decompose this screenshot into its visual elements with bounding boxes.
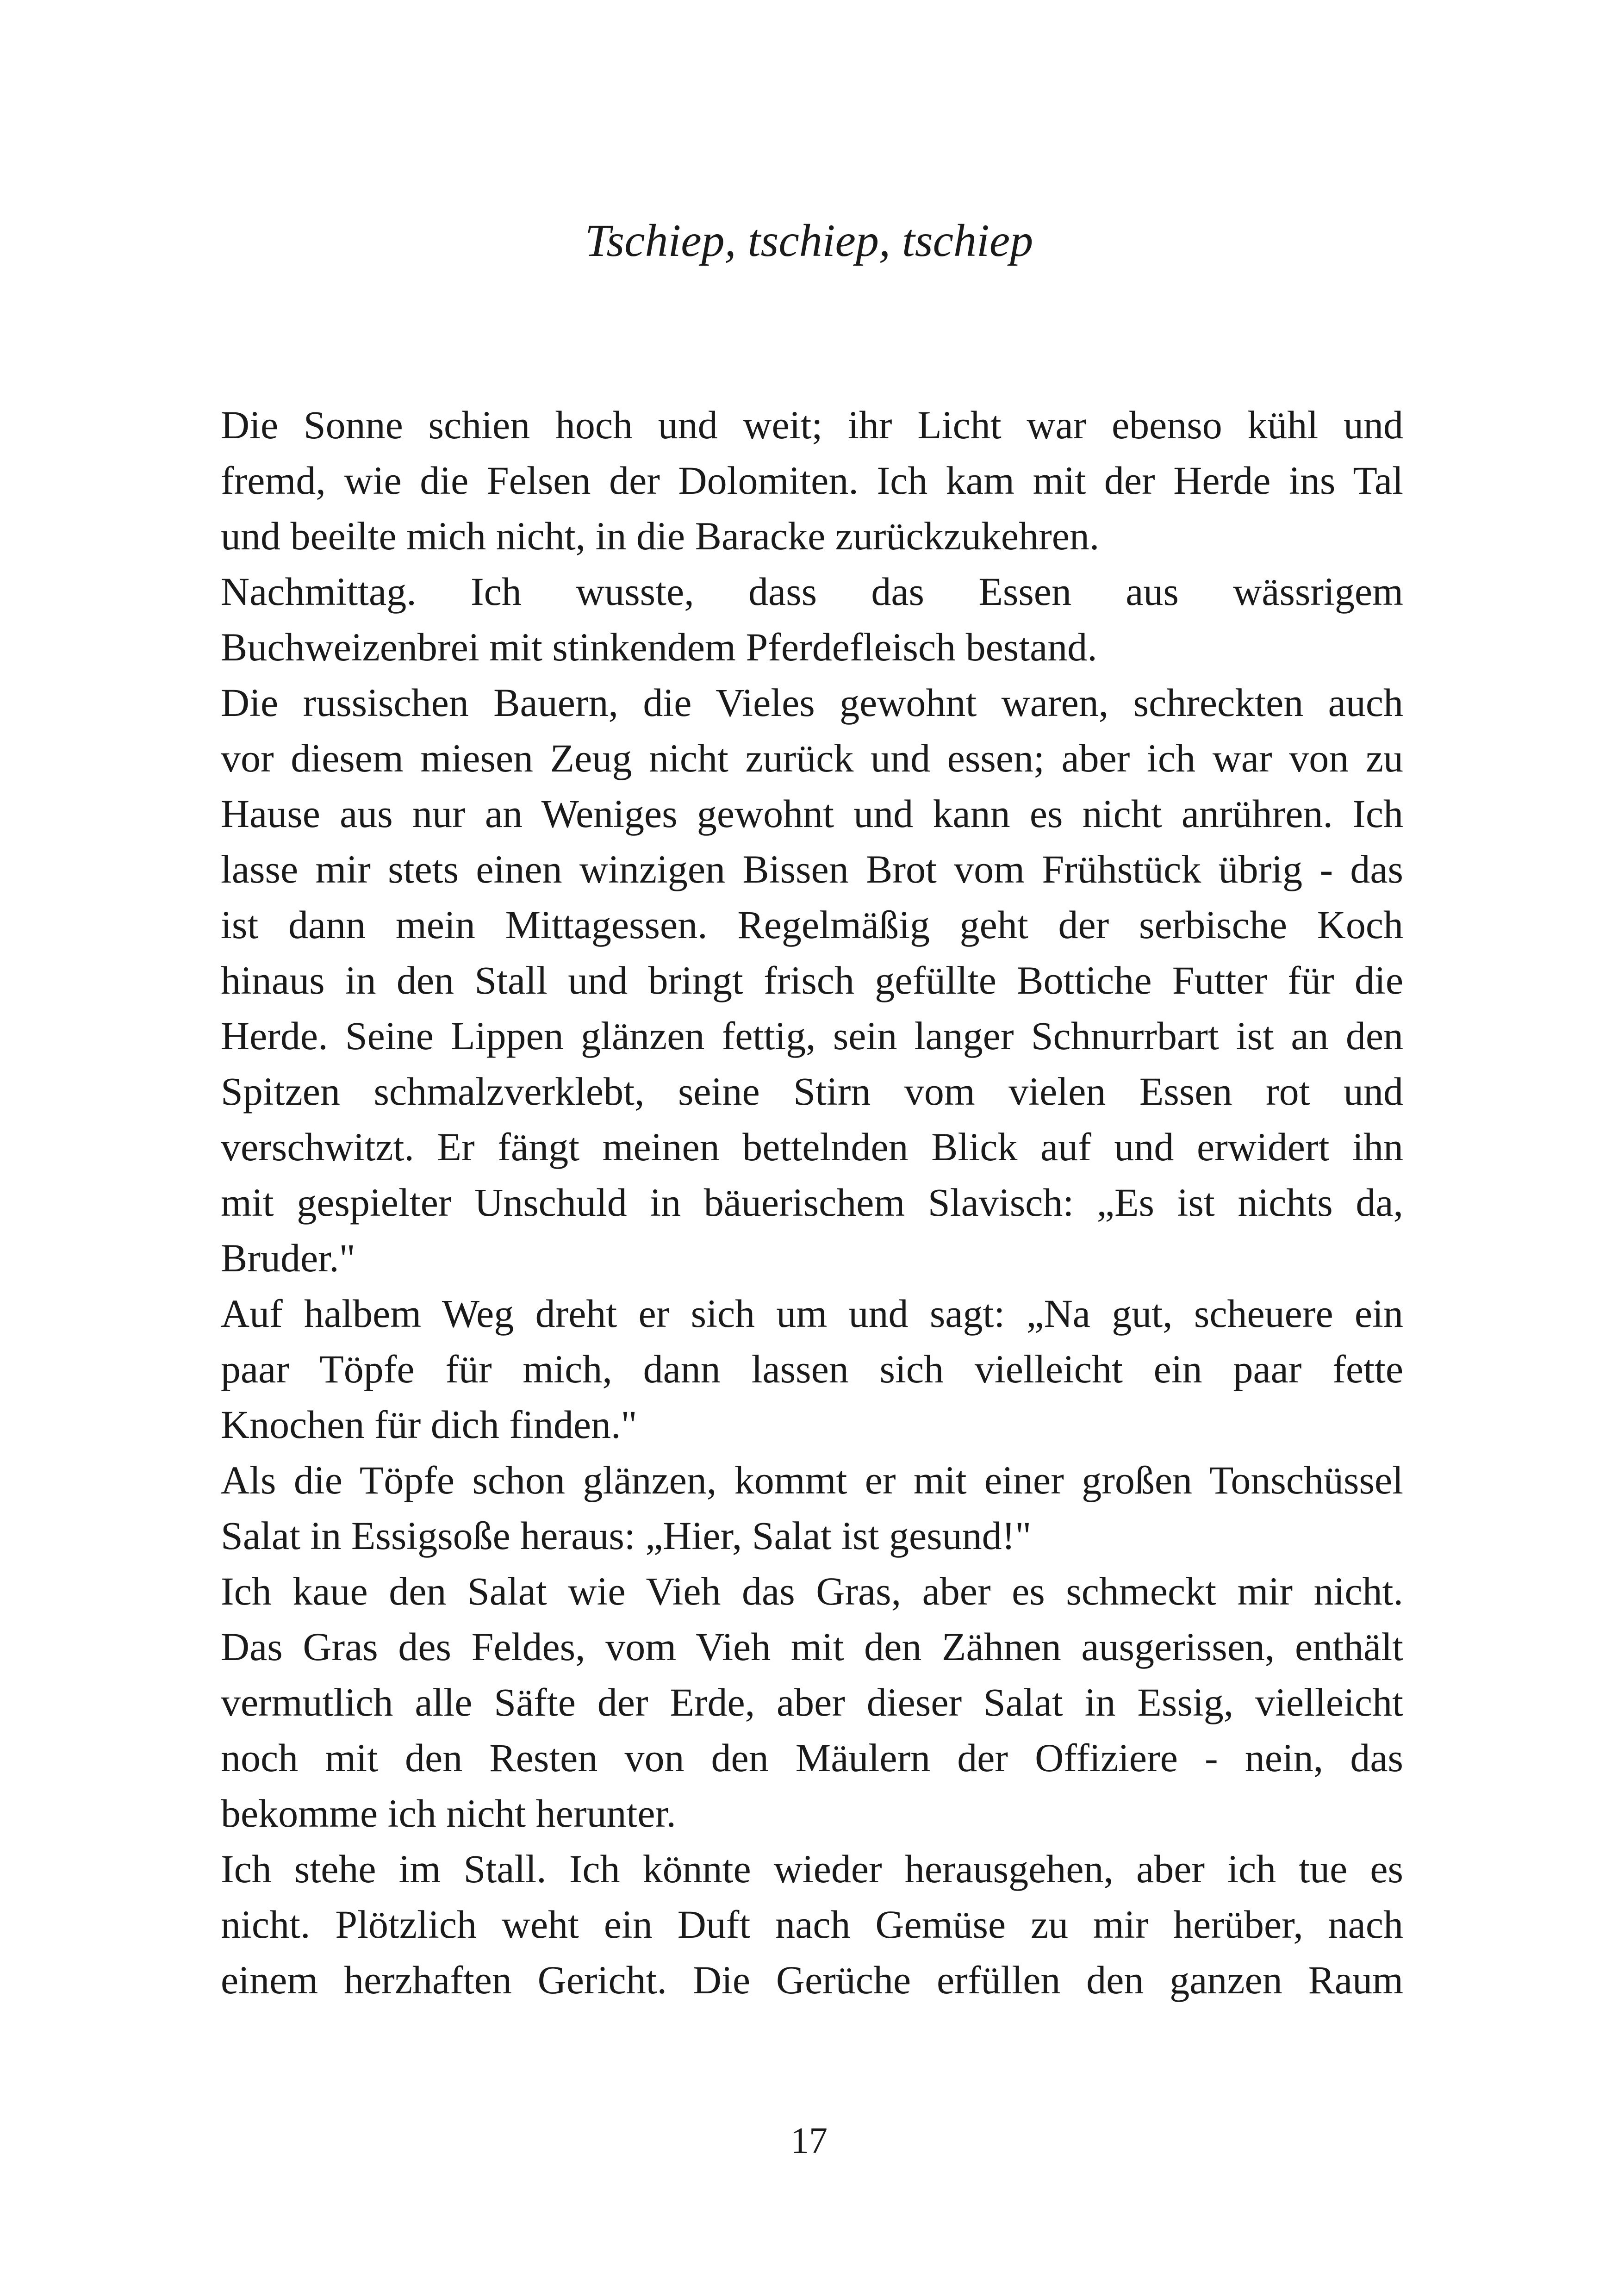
- paragraph: [221, 1563, 1403, 1841]
- text-line: hinaus in den Stall und bringt frisch gefüllte Bottiche Futter für die: [221, 958, 1403, 1002]
- text-line: Das Gras des Feldes, vom Vieh mit den Zähnen ausgerissen, enthält: [221, 1624, 1403, 1669]
- text-line: Knochen für dich finden.": [221, 1402, 637, 1447]
- text-line: mit gespielter Unschuld in bäuerischem Slavisch: „Es ist nichts da,: [221, 1180, 1403, 1225]
- text-line: einem herzhaften Gericht. Die Gerüche erfüllen den ganzen Raum: [221, 1958, 1403, 2002]
- text-line: Ich stehe im Stall. Ich könnte wieder herausgehen, aber ich tue es: [221, 1847, 1403, 1891]
- text-line: Buchweizenbrei mit stinkendem Pferdefleisch bestand.: [221, 625, 1097, 669]
- text-line: bekomme ich nicht herunter.: [221, 1791, 676, 1836]
- paragraph: [221, 1841, 1403, 2008]
- paragraph: [221, 397, 1403, 564]
- text-line: verschwitzt. Er fängt meinen bettelnden Blick auf und erwidert ihn: [221, 1125, 1403, 1169]
- text-line: Hause aus nur an Weniges gewohnt und kann es nicht anrühren. Ich: [221, 791, 1403, 836]
- text-line: lasse mir stets einen winzigen Bissen Brot vom Frühstück übrig - das: [221, 847, 1403, 891]
- paragraph: [221, 1452, 1403, 1563]
- text-line: Herde. Seine Lippen glänzen fettig, sein langer Schnurrbart ist an den: [221, 1014, 1403, 1058]
- paragraph: [221, 564, 1403, 675]
- chapter-title: Tschiep, tschiep, tschiep: [585, 215, 1033, 266]
- text-line: vermutlich alle Säfte der Erde, aber dieser Salat in Essig, vielleicht: [221, 1680, 1403, 1724]
- text-line: nicht. Plötzlich weht ein Duft nach Gemüse zu mir herüber, nach: [221, 1902, 1403, 1947]
- text-line: Bruder.": [221, 1236, 355, 1280]
- page-number: 17: [790, 2121, 828, 2161]
- paragraph: [221, 675, 1403, 1286]
- text-line: vor diesem miesen Zeug nicht zurück und essen; aber ich war von zu: [221, 736, 1403, 780]
- text-line: Die Sonne schien hoch und weit; ihr Licht war ebenso kühl und: [221, 403, 1403, 447]
- text-line: Auf halbem Weg dreht er sich um und sagt: „Na gut, scheuere ein: [221, 1291, 1403, 1336]
- text-line: Als die Töpfe schon glänzen, kommt er mit einer großen Tonschüssel: [221, 1458, 1403, 1502]
- text-line: und beeilte mich nicht, in die Baracke zurückzukehren.: [221, 514, 1100, 558]
- text-line: noch mit den Resten von den Mäulern der Offiziere - nein, das: [221, 1736, 1403, 1780]
- text-line: Nachmittag. Ich wusste, dass das Essen aus wässrigem: [221, 569, 1403, 614]
- text-line: paar Töpfe für mich, dann lassen sich vielleicht ein paar fette: [221, 1347, 1403, 1391]
- text-line: Ich kaue den Salat wie Vieh das Gras, aber es schmeckt mir nicht.: [221, 1569, 1403, 1613]
- text-line: Salat in Essigsoße heraus: „Hier, Salat ist gesund!": [221, 1513, 1032, 1558]
- text-line: fremd, wie die Felsen der Dolomiten. Ich kam mit der Herde ins Tal: [221, 458, 1403, 503]
- text-line: Spitzen schmalzverklebt, seine Stirn vom vielen Essen rot und: [221, 1069, 1403, 1114]
- text-line: ist dann mein Mittagessen. Regelmäßig geht der serbische Koch: [221, 902, 1403, 947]
- body-text: [221, 397, 1403, 2008]
- text-line: Die russischen Bauern, die Vieles gewohnt waren, schreckten auch: [221, 680, 1403, 725]
- paragraph: [221, 1286, 1403, 1452]
